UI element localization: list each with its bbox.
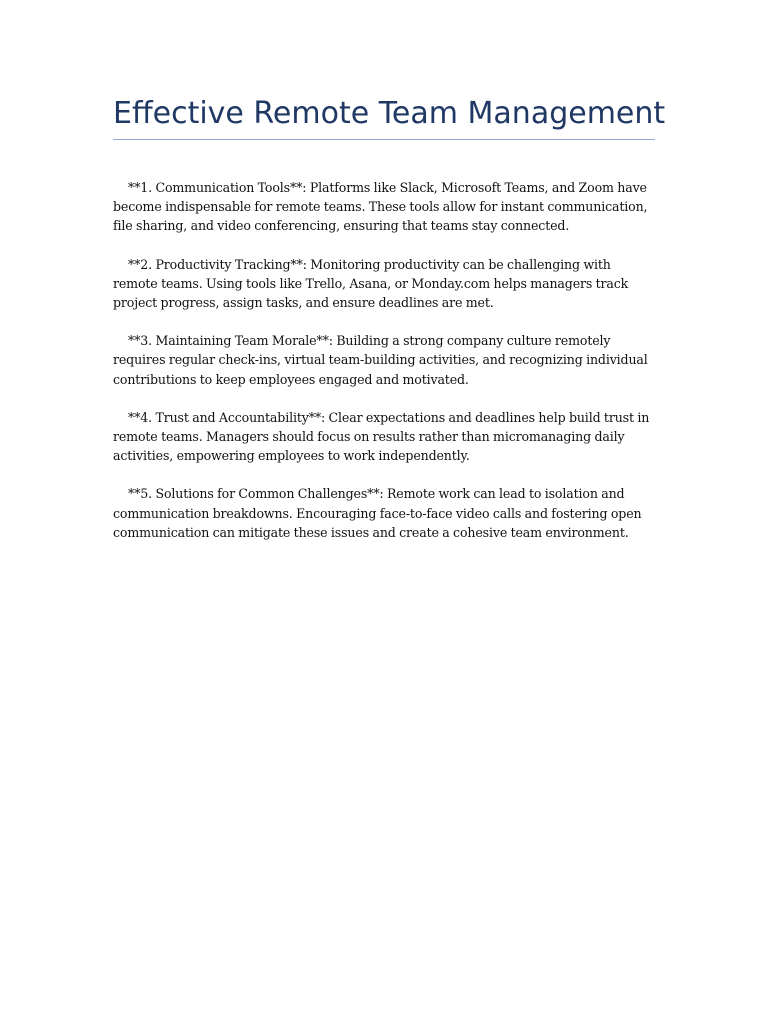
paragraph-common-challenges: **5. Solutions for Common Challenges**: Remote work can lead to isolation and communication breakdowns. Encouraging face-to-face video calls and fostering open communication can mitigate these issues and create a cohesive team environment. (113, 486, 642, 540)
document-body (113, 178, 655, 561)
paragraph-trust-accountability: **4. Trust and Accountability**: Clear expectations and deadlines help build trust in remote teams. Managers should focus on results rather than micromanaging daily activities, empowering employees to work independently. (113, 409, 650, 464)
title-underline-rule (113, 139, 655, 140)
paragraph-productivity-tracking: **2. Productivity Tracking**: Monitoring productivity can be challenging with remote teams. Using tools like Trello, Asana, or Monday.com helps managers track project progress, assign tasks, and ensure deadlines are met. (113, 256, 629, 311)
document-title: Effective Remote Team Management (113, 96, 666, 131)
paragraph-team-morale: **3. Maintaining Team Morale**: Building a strong company culture remotely requires regular check-ins, virtual team-building activities, and recognizing individual contributions to keep employees engaged and motivated. (113, 333, 648, 387)
paragraph-communication-tools: **1. Communication Tools**: Platforms like Slack, Microsoft Teams, and Zoom have become indispensable for remote teams. These tools allow for instant communication, file sharing, and video conferencing, ensuring that teams stay connected. (113, 180, 648, 234)
